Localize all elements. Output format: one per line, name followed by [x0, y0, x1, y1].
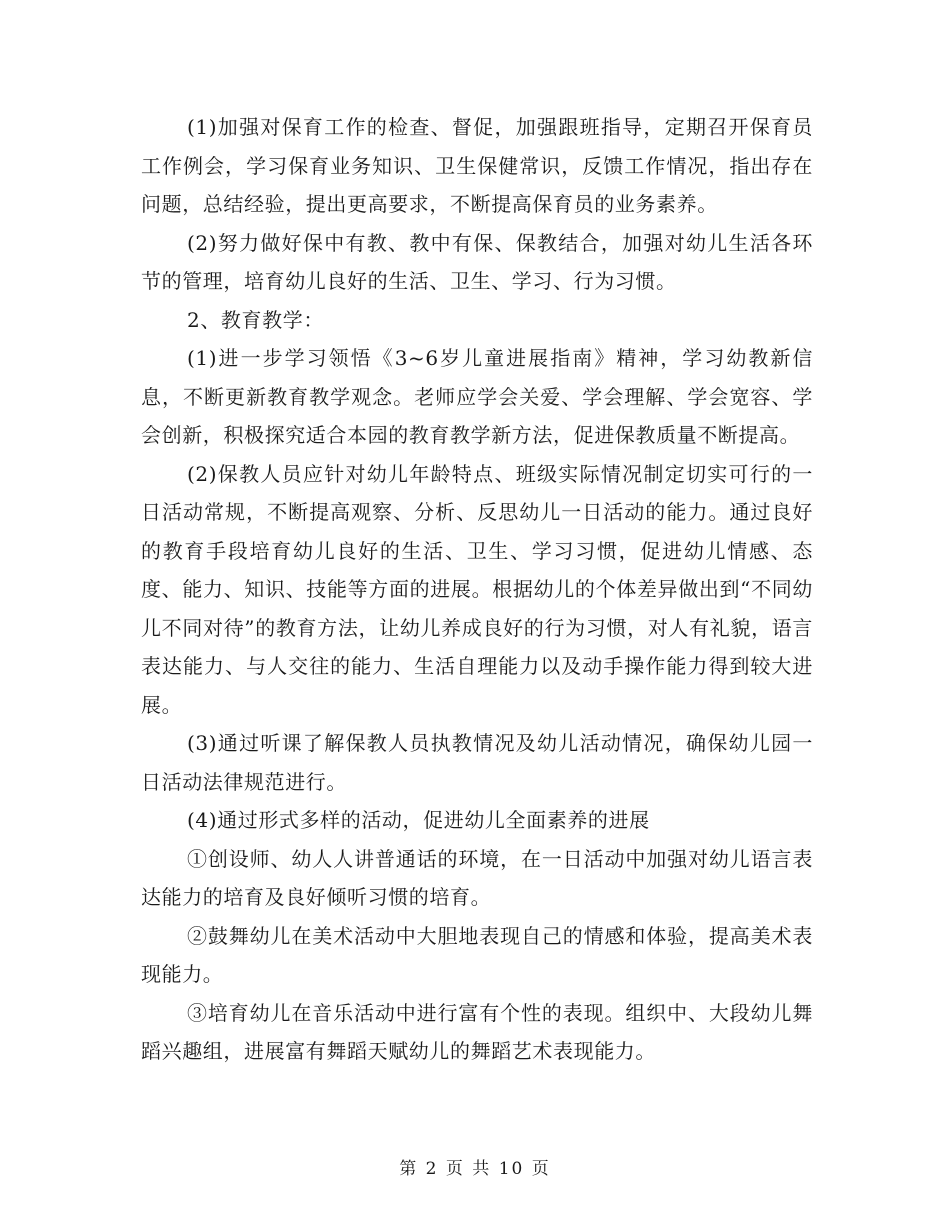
- list-item-art-expression: ②鼓舞幼儿在美术活动中大胆地表现自己的情感和体验，提高美术表现能力。: [141, 923, 813, 986]
- paragraph-care-education-combined: (2)努力做好保中有教、教中有保、保教结合，加强对幼儿生活各环节的管理，培育幼儿良好的生活、卫生、学习、行为习惯。: [141, 230, 813, 293]
- list-item-music-dance: ③培育幼儿在音乐活动中进行富有个性的表现。组织中、大段幼儿舞蹈兴趣组，进展富有舞蹈天赋幼儿的舞蹈艺术表现能力。: [141, 1000, 813, 1063]
- paragraph-care-inspection: (1)加强对保育工作的检查、督促，加强跟班指导，定期召开保育员工作例会，学习保育业务知识、卫生保健常识，反馈工作情况，指出存在问题，总结经验，提出更高要求，不断提高保育员的业务素养。: [141, 115, 813, 216]
- paragraph-daily-routine: (2)保教人员应针对幼儿年龄特点、班级实际情况制定切实可行的一日活动常规，不断提高观察、分析、反思幼儿一日活动的能力。通过良好的教育手段培育幼儿良好的生活、卫生、学习习惯，促进幼儿情感、态度、能力、知识、技能等方面的进展。根据幼儿的个体差异做出到“不同幼儿不同对待”的教育方法，让幼儿养成良好的行为习惯，对人有礼貌，语言表达能力、与人交往的能力、生活自理能力以及动手操作能力得到较大进展。: [141, 461, 813, 717]
- paragraph-lesson-observation: (3)通过听课了解保教人员执教情况及幼儿活动情况，确保幼儿园一日活动法律规范进行。: [141, 731, 813, 794]
- document-body: [141, 108, 813, 1071]
- list-item-mandarin-environment: ①创设师、幼人人讲普通话的环境，在一日活动中加强对幼儿语言表达能力的培育及良好倾听习惯的培育。: [141, 846, 813, 909]
- page-number-footer: 第 2 页 共 10 页: [399, 1159, 551, 1179]
- section-heading-education-teaching: 2、教育教学：: [187, 307, 324, 332]
- paragraph-diverse-activities: (4)通过形式多样的活动，促进幼儿全面素养的进展: [187, 808, 650, 832]
- paragraph-study-guidelines: (1)进一步学习领悟《3~6岁儿童进展指南》精神，学习幼教新信息，不断更新教育教学观念。老师应学会关爱、学会理解、学会宽容、学会创新，积极探究适合本园的教育教学新方法，促进保教质量不断提高。: [141, 346, 813, 447]
